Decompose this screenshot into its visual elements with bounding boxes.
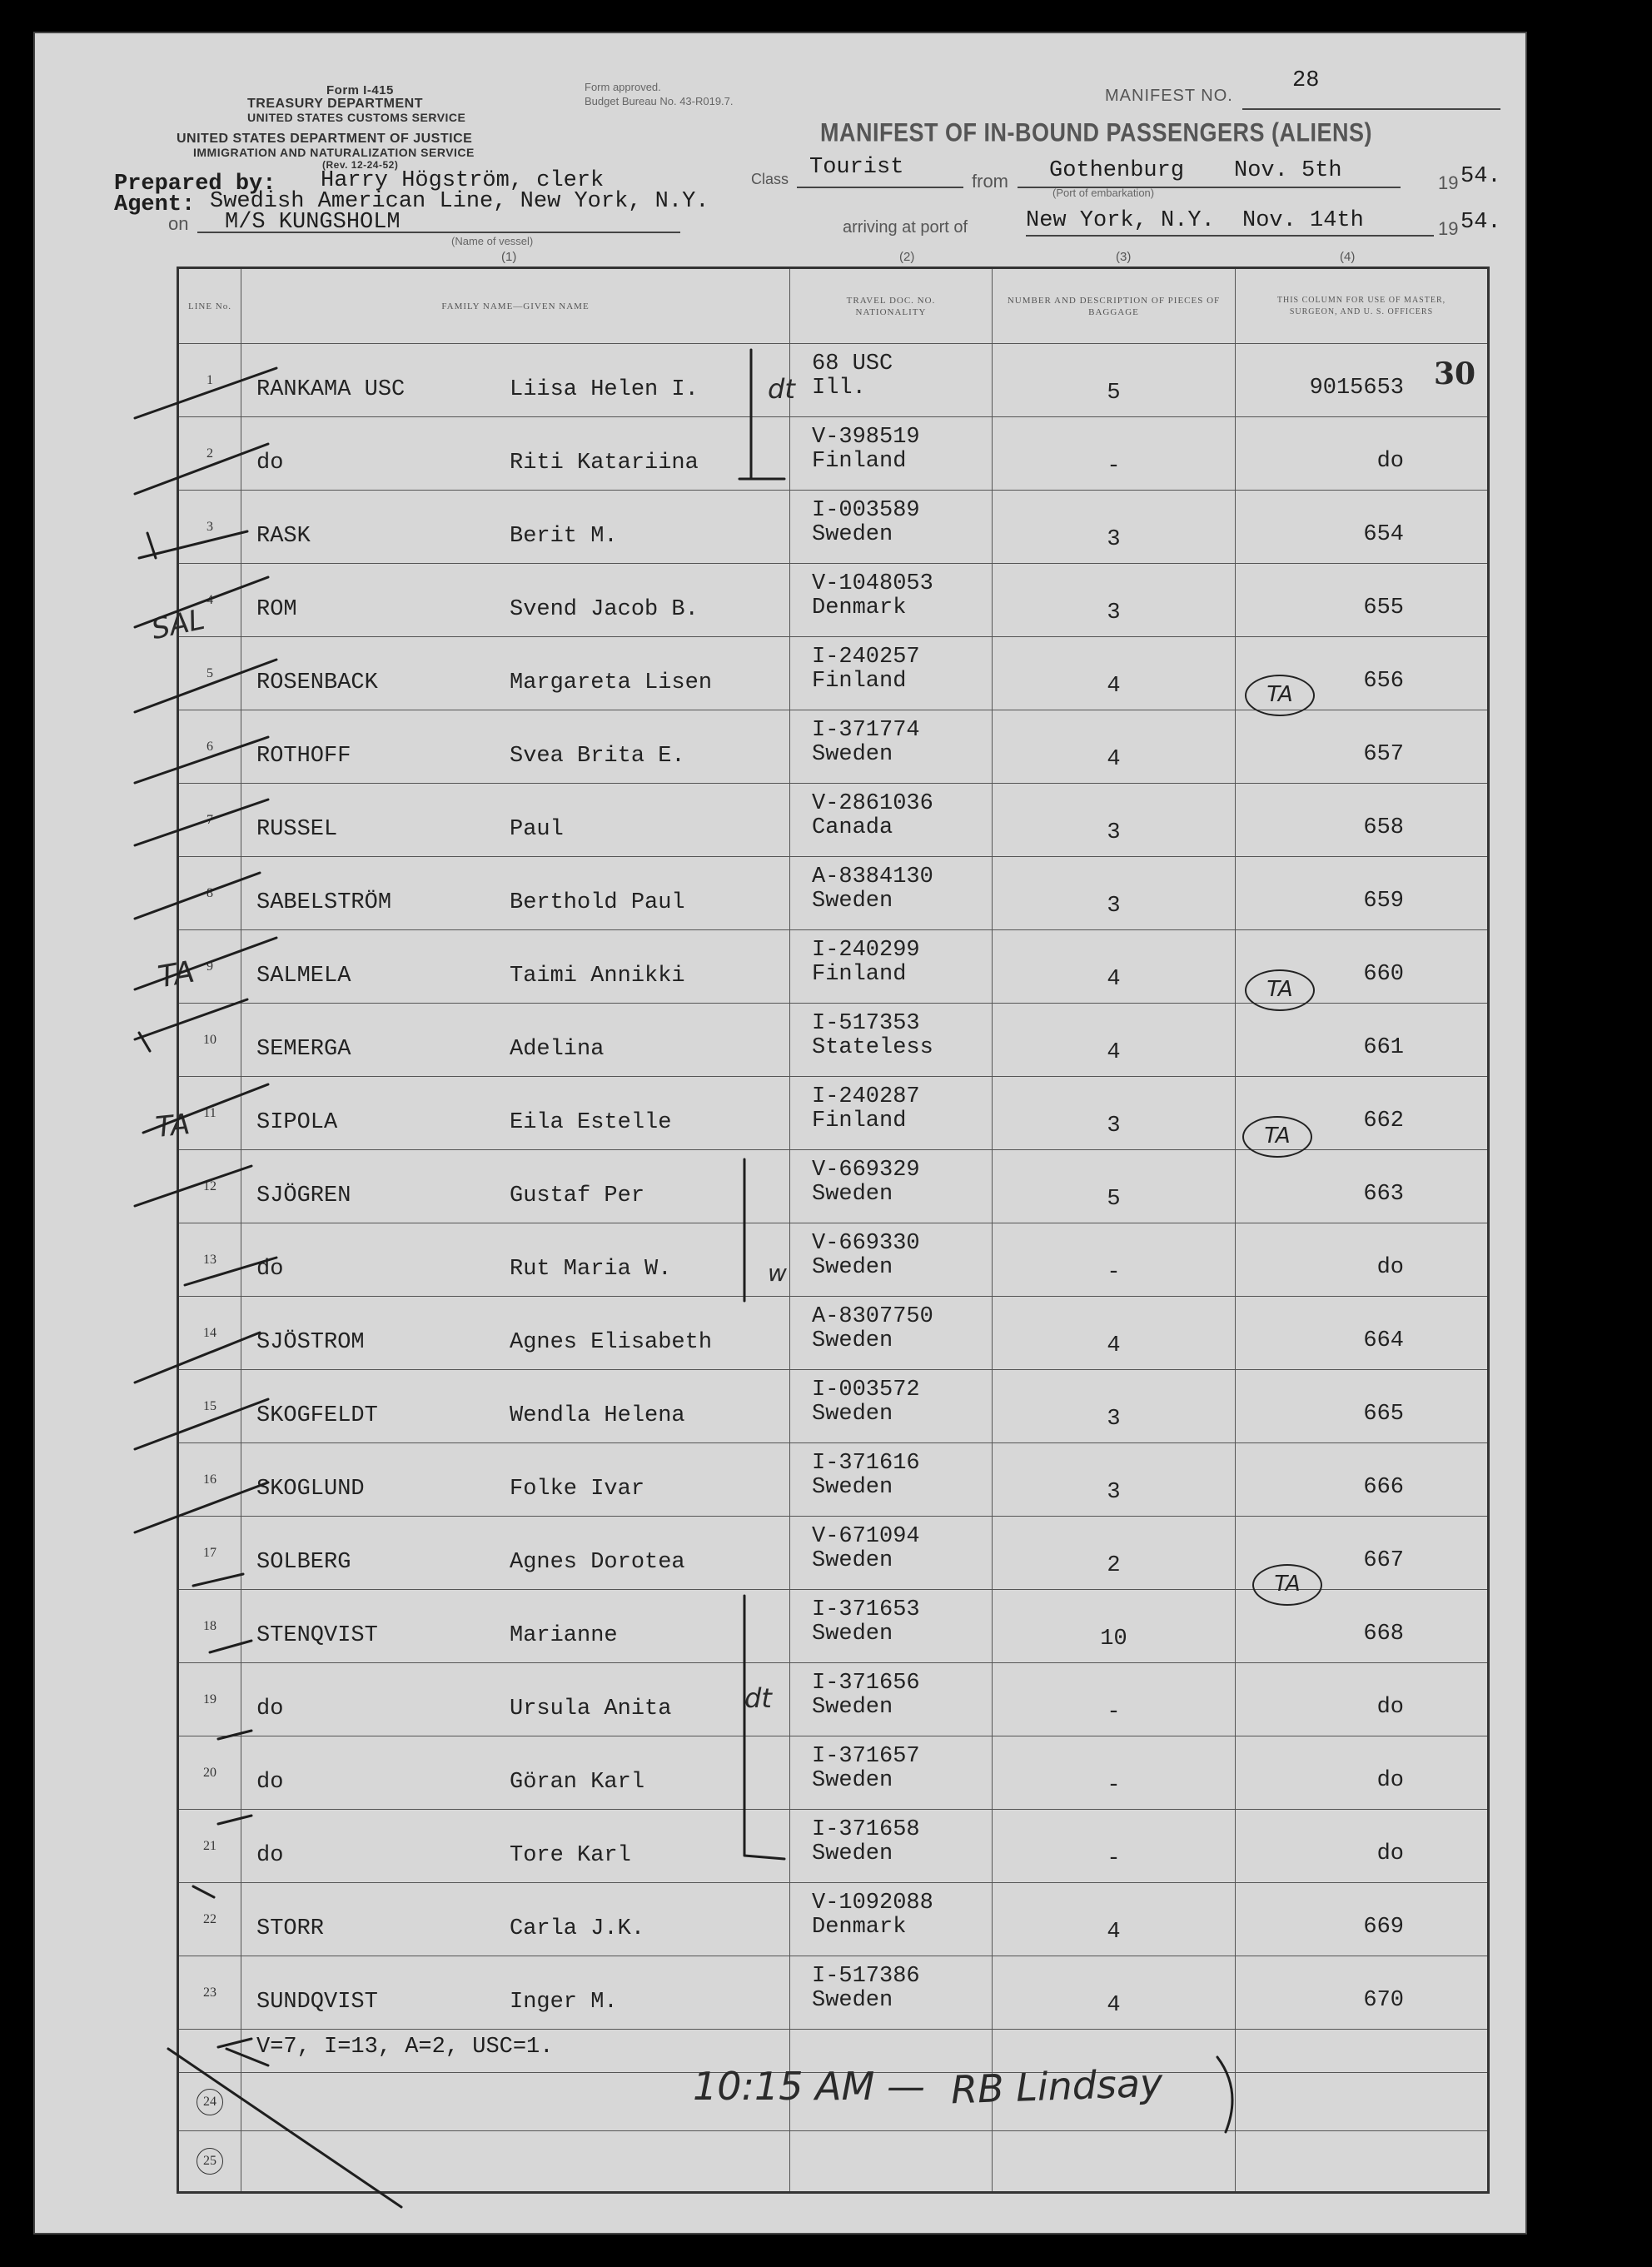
baggage-count: 2 bbox=[993, 1517, 1236, 1590]
travel-doc-number: I-371658 bbox=[812, 1817, 920, 1842]
officer-number: 666 bbox=[1363, 1475, 1404, 1500]
class-label: Class bbox=[751, 171, 789, 187]
given-name: Carla J.K. bbox=[510, 1916, 645, 1941]
revision: (Rev. 12-24-52) bbox=[322, 159, 399, 171]
travel-doc-number: I-371657 bbox=[812, 1744, 920, 1769]
row-line-number: 11 bbox=[178, 1077, 241, 1150]
given-name: Ursula Anita bbox=[510, 1697, 672, 1721]
family-name: ROM bbox=[256, 597, 297, 622]
travel-doc-number: I-003572 bbox=[812, 1378, 920, 1403]
manifest-number: 28 bbox=[1292, 68, 1320, 93]
nationality: Sweden bbox=[812, 1695, 893, 1720]
col-num-2: (2) bbox=[899, 250, 915, 264]
w-note: w bbox=[768, 1259, 787, 1287]
nationality: Sweden bbox=[812, 889, 893, 914]
baggage-count: - bbox=[993, 1810, 1236, 1883]
given-name: Berthold Paul bbox=[510, 890, 685, 915]
given-name: Gustaf Per bbox=[510, 1183, 645, 1208]
ta-stamp-row-9: TA bbox=[1245, 969, 1315, 1011]
family-name: do bbox=[256, 1843, 284, 1868]
officer-number: 659 bbox=[1363, 889, 1404, 914]
justice-dept: UNITED STATES DEPARTMENT OF JUSTICE bbox=[177, 132, 473, 146]
agent-label: Agent: bbox=[114, 192, 196, 217]
given-name: Folke Ivar bbox=[510, 1477, 645, 1502]
family-name: SABELSTRÖM bbox=[256, 890, 392, 915]
nationality: Finland bbox=[812, 1109, 907, 1134]
time-note: 10:15 AM — bbox=[693, 2064, 925, 2109]
family-name: ROSENBACK bbox=[256, 670, 378, 695]
row-line-number: 7 bbox=[178, 784, 241, 857]
row-line-number: 9 bbox=[178, 930, 241, 1004]
family-name: RANKAMA USC bbox=[256, 377, 406, 402]
travel-doc-number: I-371656 bbox=[812, 1671, 920, 1696]
dt-note-1: dt bbox=[768, 373, 795, 405]
row-line-number: 12 bbox=[178, 1150, 241, 1223]
row-line-number: 8 bbox=[178, 857, 241, 930]
travel-doc-number: A-8384130 bbox=[812, 864, 933, 889]
family-name: SUNDQVIST bbox=[256, 1990, 378, 2015]
baggage-count: - bbox=[993, 1663, 1236, 1736]
officer-number: 662 bbox=[1363, 1109, 1404, 1134]
baggage-count: - bbox=[993, 1223, 1236, 1297]
year-prefix-2: 19 bbox=[1438, 218, 1459, 239]
officer-number: 660 bbox=[1363, 962, 1404, 987]
nationality: Sweden bbox=[812, 1255, 893, 1280]
nationality: Sweden bbox=[812, 522, 893, 547]
arriving-label: arriving at port of bbox=[843, 218, 968, 237]
on-label: on bbox=[168, 213, 189, 234]
officer-number: 658 bbox=[1363, 815, 1404, 840]
row-line-number: 13 bbox=[178, 1223, 241, 1297]
class-value: Tourist bbox=[809, 155, 904, 180]
family-name: SKOGFELDT bbox=[256, 1403, 378, 1428]
row-line-number: 23 bbox=[178, 1956, 241, 2030]
officer-number: do bbox=[1376, 449, 1404, 474]
row-line-number: 4 bbox=[178, 564, 241, 637]
given-name: Adelina bbox=[510, 1037, 605, 1062]
officer-number: 664 bbox=[1363, 1328, 1404, 1353]
travel-doc-number: V-1048053 bbox=[812, 571, 933, 596]
travel-doc-number: I-371653 bbox=[812, 1597, 920, 1622]
given-name: Eila Estelle bbox=[510, 1110, 672, 1135]
row-line-number: 5 bbox=[178, 637, 241, 710]
family-name: do bbox=[256, 1257, 284, 1282]
officer-number: 657 bbox=[1363, 742, 1404, 767]
given-name: Liisa Helen I. bbox=[510, 377, 699, 402]
travel-doc-number: I-371616 bbox=[812, 1451, 920, 1476]
nationality: Sweden bbox=[812, 1622, 893, 1647]
baggage-count: 3 bbox=[993, 564, 1236, 637]
ta-note-left-1: TA bbox=[155, 954, 197, 995]
baggage-count: - bbox=[993, 417, 1236, 491]
given-name: Taimi Annikki bbox=[510, 964, 685, 989]
officer-number: 654 bbox=[1363, 522, 1404, 547]
officer-number: do bbox=[1376, 1255, 1404, 1280]
vessel-name: M/S KUNGSHOLM bbox=[225, 210, 401, 235]
check-marks-overlay bbox=[35, 33, 1527, 2235]
given-name: Wendla Helena bbox=[510, 1403, 685, 1428]
officer-number: do bbox=[1376, 1695, 1404, 1720]
from-label: from bbox=[972, 171, 1008, 192]
row-line-24: 24 bbox=[178, 2073, 241, 2131]
arrive-date: Nov. 14th bbox=[1242, 208, 1364, 233]
col-header-officers: THIS COLUMN FOR USE OF MASTER, SURGEON, AND U. S. OFFICERS bbox=[1236, 268, 1489, 344]
nationality: Ill. bbox=[812, 376, 866, 401]
nationality: Sweden bbox=[812, 1182, 893, 1207]
nationality: Canada bbox=[812, 815, 893, 840]
travel-doc-number: V-398519 bbox=[812, 425, 920, 450]
budget-bureau: Budget Bureau No. 43-R019.7. bbox=[585, 95, 734, 107]
officer-number: 670 bbox=[1363, 1988, 1404, 2013]
prepared-by-label: Prepared by: bbox=[114, 172, 276, 197]
baggage-count: 4 bbox=[993, 930, 1236, 1004]
col-num-1: (1) bbox=[501, 250, 517, 264]
row-line-number: 3 bbox=[178, 491, 241, 564]
family-name: SALMELA bbox=[256, 964, 351, 989]
sal-note: SAL bbox=[148, 602, 208, 647]
embark-caption: (Port of embarkation) bbox=[1052, 187, 1155, 199]
officer-number: 656 bbox=[1363, 669, 1404, 694]
baggage-count: 4 bbox=[993, 1956, 1236, 2030]
nationality: Denmark bbox=[812, 1915, 907, 1940]
travel-doc-number: V-2861036 bbox=[812, 791, 933, 816]
ins-service: IMMIGRATION AND NATURALIZATION SERVICE bbox=[193, 146, 475, 159]
travel-doc-number: V-669329 bbox=[812, 1158, 920, 1183]
row-line-number: 15 bbox=[178, 1370, 241, 1443]
baggage-count: 3 bbox=[993, 1370, 1236, 1443]
officer-number: 665 bbox=[1363, 1402, 1404, 1427]
form-number: Form I-415 bbox=[326, 83, 394, 97]
from-port: Gothenburg bbox=[1049, 158, 1185, 183]
baggage-count: 5 bbox=[993, 1150, 1236, 1223]
row-line-number: 19 bbox=[178, 1663, 241, 1736]
given-name: Rut Maria W. bbox=[510, 1257, 672, 1282]
officer-number: 667 bbox=[1363, 1548, 1404, 1573]
ta-note-left-2: TA bbox=[154, 1107, 192, 1145]
baggage-count: 4 bbox=[993, 710, 1236, 784]
given-name: Agnes Elisabeth bbox=[510, 1330, 713, 1355]
officer-number: 668 bbox=[1363, 1622, 1404, 1647]
given-name: Riti Katariina bbox=[510, 451, 699, 476]
from-date: Nov. 5th bbox=[1234, 158, 1342, 183]
col-header-doc: TRAVEL DOC. NO. NATIONALITY bbox=[790, 268, 993, 344]
family-name: SJÖGREN bbox=[256, 1183, 351, 1208]
form-approved: Form approved. bbox=[585, 81, 661, 93]
manifest-page bbox=[33, 32, 1527, 2235]
page-total-handwritten: 30 bbox=[1434, 356, 1476, 391]
agent-value: Swedish American Line, New York, N.Y. bbox=[210, 189, 709, 214]
col-num-4: (4) bbox=[1340, 250, 1356, 264]
officer-number: 9015653 bbox=[1309, 376, 1404, 401]
manifest-title: MANIFEST OF IN-BOUND PASSENGERS (ALIENS) bbox=[820, 118, 1373, 147]
officer-number: 655 bbox=[1363, 595, 1404, 620]
summary-counts: V=7, I=13, A=2, USC=1. bbox=[256, 2035, 554, 2060]
row-line-25: 25 bbox=[178, 2131, 241, 2193]
family-name: RUSSEL bbox=[256, 817, 338, 842]
given-name: Paul bbox=[510, 817, 564, 842]
customs-service: UNITED STATES CUSTOMS SERVICE bbox=[247, 111, 466, 124]
nationality: Stateless bbox=[812, 1035, 933, 1060]
row-line-number: 10 bbox=[178, 1004, 241, 1077]
treasury-dept: TREASURY DEPARTMENT bbox=[247, 97, 423, 111]
col-header-line: LINE No. bbox=[178, 268, 241, 344]
family-name: SEMERGA bbox=[256, 1037, 351, 1062]
col-header-name: FAMILY NAME—GIVEN NAME bbox=[241, 268, 790, 344]
row-line-number: 20 bbox=[178, 1736, 241, 1810]
col-header-baggage: NUMBER AND DESCRIPTION OF PIECES OF BAGGAGE bbox=[993, 268, 1236, 344]
travel-doc-number: V-1092088 bbox=[812, 1891, 933, 1916]
nationality: Sweden bbox=[812, 1988, 893, 2013]
row-line-number: 1 bbox=[178, 344, 241, 417]
family-name: STENQVIST bbox=[256, 1623, 378, 1648]
family-name: do bbox=[256, 1770, 284, 1795]
family-name: SJÖSTROM bbox=[256, 1330, 365, 1355]
family-name: SOLBERG bbox=[256, 1550, 351, 1575]
nationality: Denmark bbox=[812, 595, 907, 620]
baggage-count: 4 bbox=[993, 637, 1236, 710]
given-name: Inger M. bbox=[510, 1990, 618, 2015]
row-line-number: 21 bbox=[178, 1810, 241, 1883]
nationality: Sweden bbox=[812, 1475, 893, 1500]
ta-stamp-row-5: TA bbox=[1245, 675, 1315, 716]
travel-doc-number: V-671094 bbox=[812, 1524, 920, 1549]
year-prefix-1: 19 bbox=[1438, 172, 1459, 193]
travel-doc-number: I-240299 bbox=[812, 938, 920, 963]
given-name: Margareta Lisen bbox=[510, 670, 713, 695]
officer-number: 661 bbox=[1363, 1035, 1404, 1060]
given-name: Svend Jacob B. bbox=[510, 597, 699, 622]
baggage-count: 5 bbox=[993, 344, 1236, 417]
dt-note-2: dt bbox=[744, 1682, 772, 1714]
given-name: Svea Brita E. bbox=[510, 744, 685, 769]
nationality: Finland bbox=[812, 449, 907, 474]
nationality: Sweden bbox=[812, 1768, 893, 1793]
baggage-count: 3 bbox=[993, 1077, 1236, 1150]
family-name: ROTHOFF bbox=[256, 744, 351, 769]
family-name: SIPOLA bbox=[256, 1110, 338, 1135]
nationality: Sweden bbox=[812, 1328, 893, 1353]
baggage-count: 3 bbox=[993, 857, 1236, 930]
vessel-caption: (Name of vessel) bbox=[451, 235, 534, 247]
arriving-port: New York, N.Y. bbox=[1026, 208, 1215, 233]
baggage-count: - bbox=[993, 1736, 1236, 1810]
col-num-3: (3) bbox=[1116, 250, 1132, 264]
row-line-number: 18 bbox=[178, 1590, 241, 1663]
given-name: Marianne bbox=[510, 1623, 618, 1648]
baggage-count: 3 bbox=[993, 491, 1236, 564]
baggage-count: 3 bbox=[993, 1443, 1236, 1517]
year-suffix-1: 54. bbox=[1460, 164, 1501, 189]
travel-doc-number: I-240257 bbox=[812, 645, 920, 670]
prepared-by-value: Harry Högström, clerk bbox=[321, 168, 605, 193]
officer-number: 663 bbox=[1363, 1182, 1404, 1207]
travel-doc-number: I-517386 bbox=[812, 1964, 920, 1989]
baggage-count: 10 bbox=[993, 1590, 1236, 1663]
travel-doc-number: I-517353 bbox=[812, 1011, 920, 1036]
officer-signature: RB Lindsay bbox=[950, 2060, 1164, 2113]
row-line-number: 17 bbox=[178, 1517, 241, 1590]
family-name: RASK bbox=[256, 524, 311, 549]
baggage-count: 4 bbox=[993, 1004, 1236, 1077]
family-name: STORR bbox=[256, 1916, 325, 1941]
given-name: Agnes Dorotea bbox=[510, 1550, 685, 1575]
given-name: Göran Karl bbox=[510, 1770, 645, 1795]
nationality: Sweden bbox=[812, 1402, 893, 1427]
travel-doc-number: A-8307750 bbox=[812, 1304, 933, 1329]
officer-number: do bbox=[1376, 1768, 1404, 1793]
baggage-count: 3 bbox=[993, 784, 1236, 857]
given-name: Tore Karl bbox=[510, 1843, 631, 1868]
baggage-count: 4 bbox=[993, 1297, 1236, 1370]
travel-doc-number: I-240287 bbox=[812, 1084, 920, 1109]
row-line-number: 22 bbox=[178, 1883, 241, 1956]
travel-doc-number: V-669330 bbox=[812, 1231, 920, 1256]
travel-doc-number: I-371774 bbox=[812, 718, 920, 743]
nationality: Sweden bbox=[812, 742, 893, 767]
ta-stamp-row-11: TA bbox=[1242, 1116, 1312, 1158]
manifest-no-label: MANIFEST NO. bbox=[1105, 87, 1233, 105]
row-line-number: 2 bbox=[178, 417, 241, 491]
nationality: Finland bbox=[812, 962, 907, 987]
nationality: Sweden bbox=[812, 1548, 893, 1573]
travel-doc-number: I-003589 bbox=[812, 498, 920, 523]
family-name: do bbox=[256, 1697, 284, 1721]
given-name: Berit M. bbox=[510, 524, 618, 549]
row-line-number: 14 bbox=[178, 1297, 241, 1370]
family-name: do bbox=[256, 451, 284, 476]
year-suffix-2: 54. bbox=[1460, 210, 1501, 235]
family-name: SKOGLUND bbox=[256, 1477, 365, 1502]
ta-stamp-row-17: TA bbox=[1252, 1564, 1322, 1606]
nationality: Sweden bbox=[812, 1841, 893, 1866]
officer-number: do bbox=[1376, 1841, 1404, 1866]
row-line-number: 16 bbox=[178, 1443, 241, 1517]
officer-number: 669 bbox=[1363, 1915, 1404, 1940]
travel-doc-number: 68 USC bbox=[812, 351, 893, 376]
row-line-number: 6 bbox=[178, 710, 241, 784]
nationality: Finland bbox=[812, 669, 907, 694]
baggage-count: 4 bbox=[993, 1883, 1236, 1956]
